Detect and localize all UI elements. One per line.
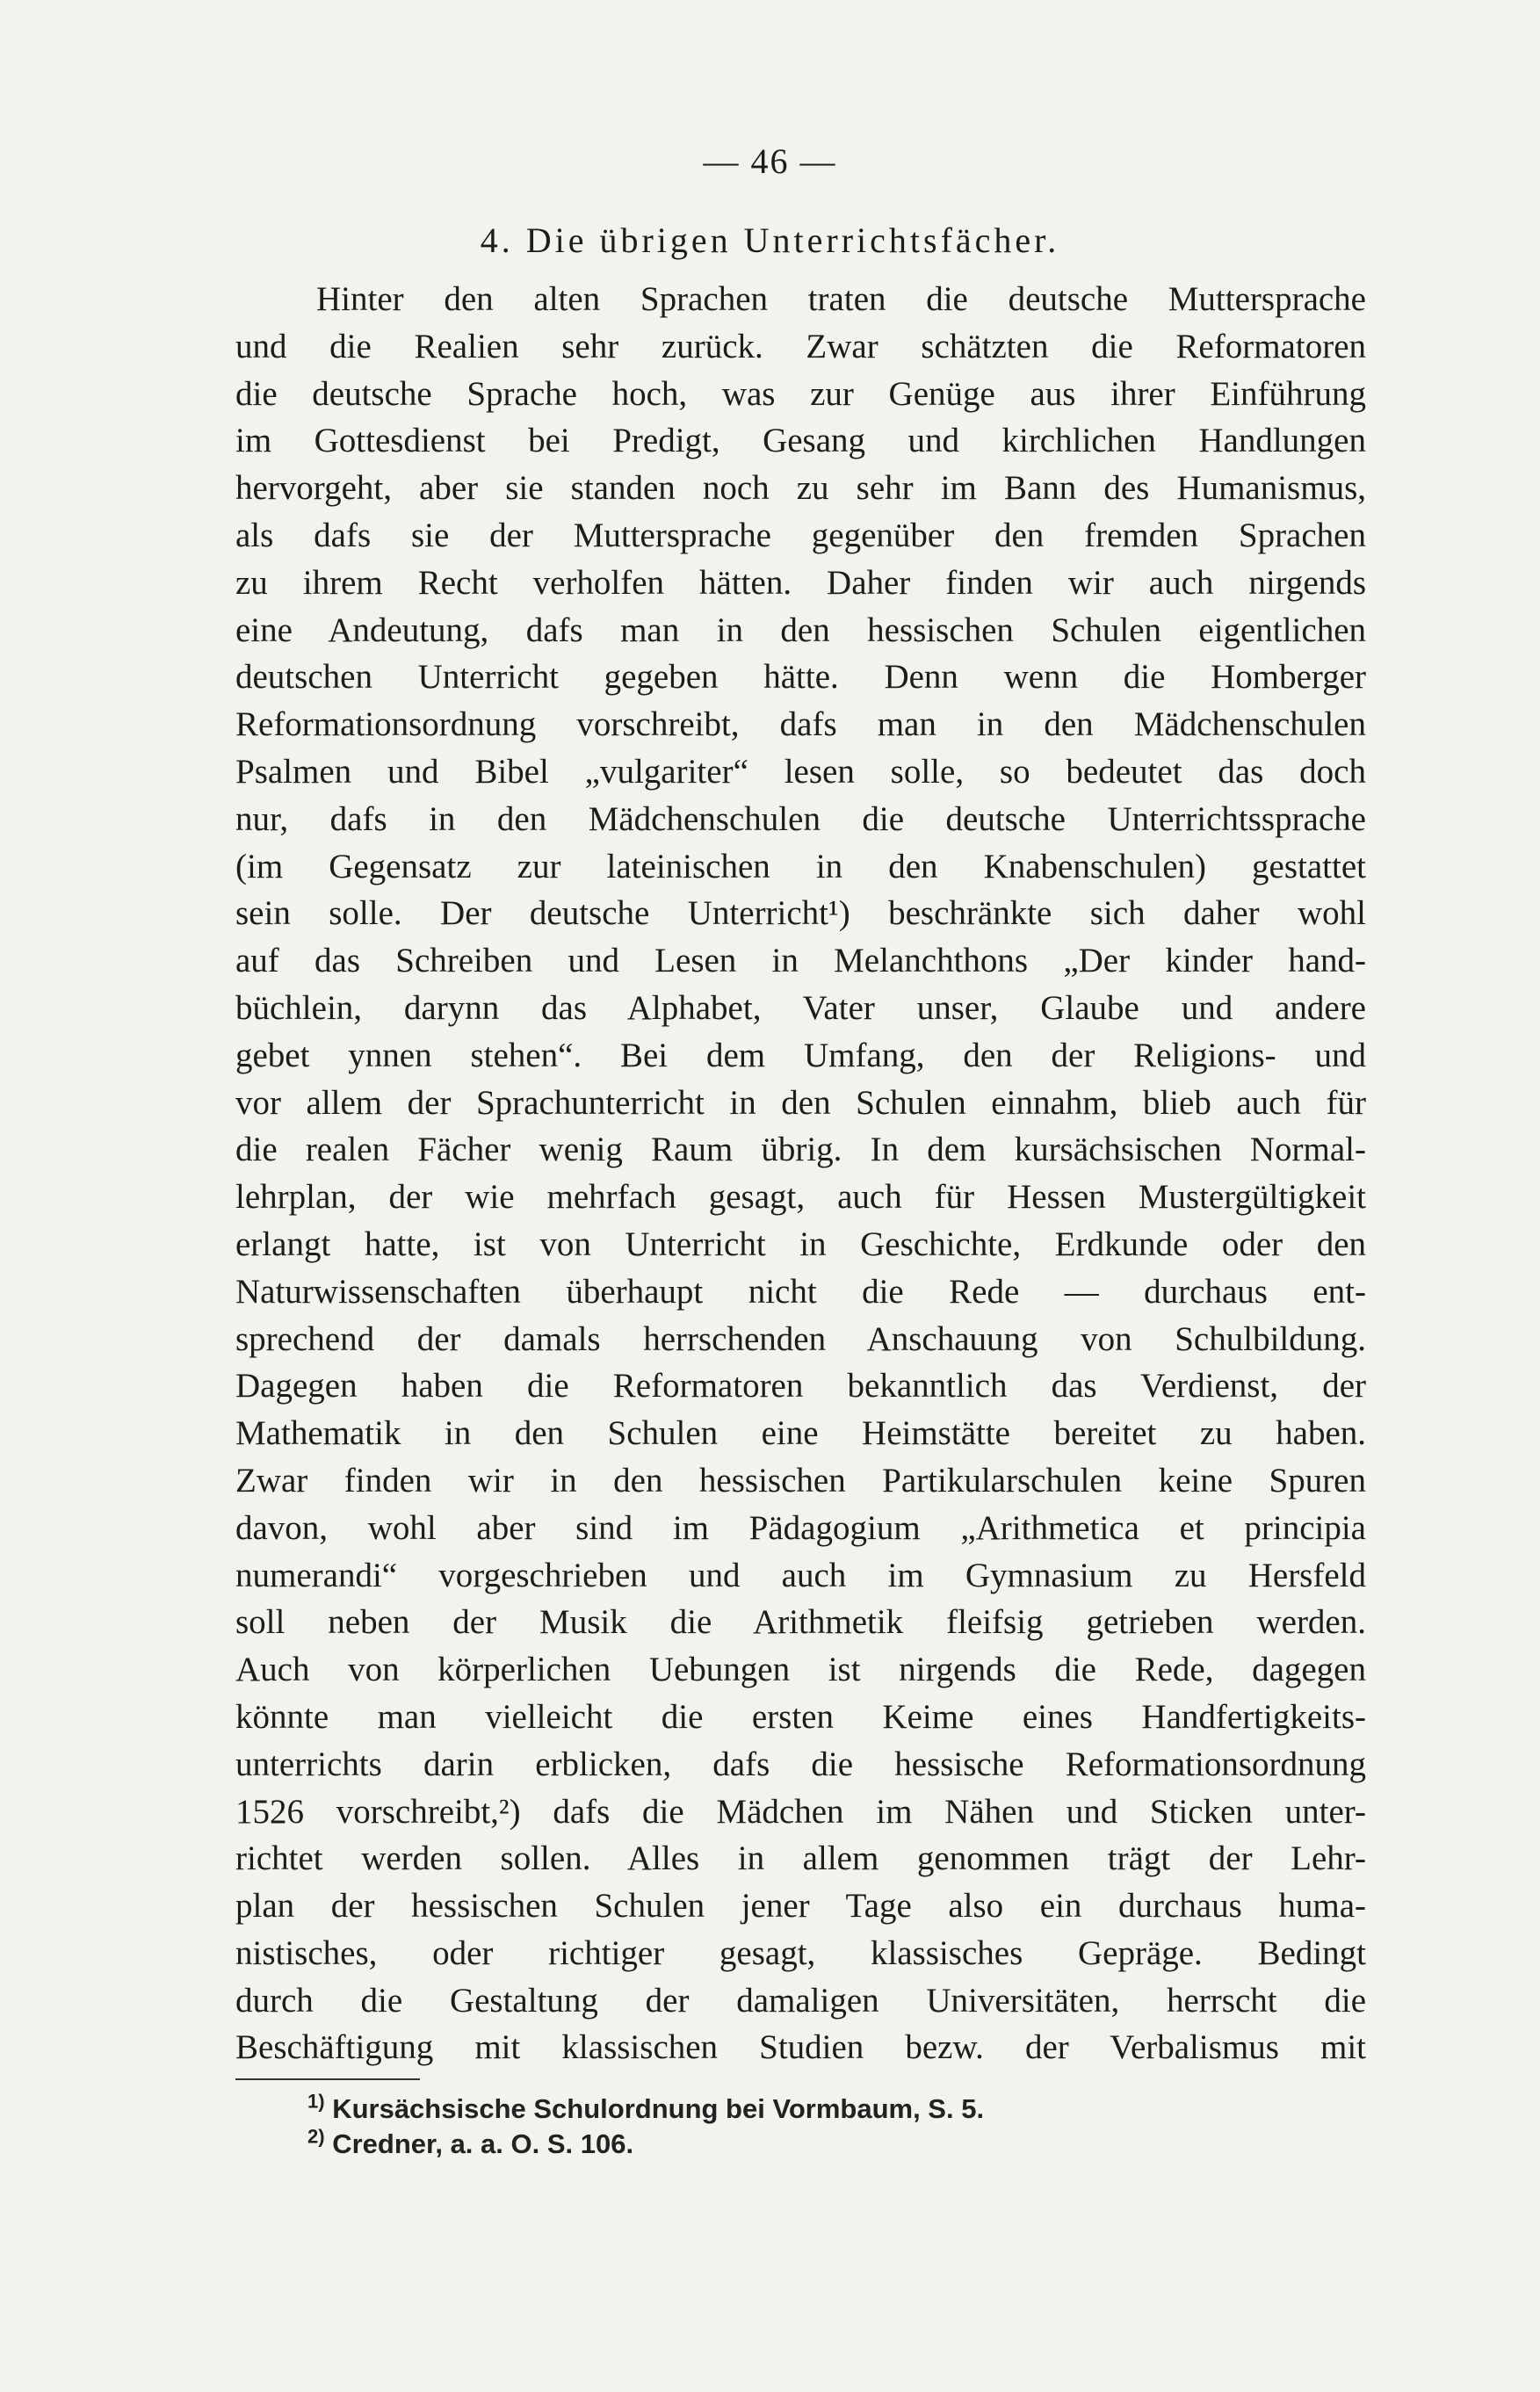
text-line: könnte man vielleicht die ersten Keime eines Handfertigkeits- bbox=[235, 1697, 1366, 1736]
text-line: und die Realien sehr zurück. Zwar schätzten die Reformatoren bbox=[235, 327, 1366, 365]
page-number: — 46 — bbox=[703, 141, 837, 181]
text-line: Reformationsordnung vorschreibt, dafs man in den Mädchenschulen bbox=[235, 705, 1366, 744]
footnote-1 bbox=[307, 2092, 1274, 2127]
text-line: gebet ynnen stehen“. Bei dem Umfang, den der Religions- und bbox=[235, 1036, 1366, 1074]
text-line: plan der hessischen Schulen jener Tage also ein durchaus huma- bbox=[235, 1887, 1366, 1926]
text-line: Dagegen haben die Reformatoren bekanntlich das Verdienst, der bbox=[235, 1367, 1366, 1406]
footnote-2 bbox=[307, 2127, 1274, 2162]
text-line: sein solle. Der deutsche Unterricht¹) beschränkte sich daher wohl bbox=[235, 894, 1366, 933]
text-line: Beschäftigung mit klassischen Studien bezw. der Verbalismus mit bbox=[235, 2028, 1366, 2067]
footnote-divider bbox=[235, 2078, 420, 2080]
text-line: unterrichts darin erblicken, dafs die hessische Reformationsordnung bbox=[235, 1745, 1366, 1783]
text-line: erlangt hatte, ist von Unterricht in Geschichte, Erdkunde oder den bbox=[235, 1225, 1366, 1263]
text-line: davon, wohl aber sind im Pädagogium „Arithmetica et principia bbox=[235, 1508, 1366, 1547]
text-line: soll neben der Musik die Arithmetik fleifsig getrieben werden. bbox=[235, 1603, 1366, 1642]
text-line: auf das Schreiben und Lesen in Melanchthons „Der kinder hand- bbox=[235, 942, 1366, 980]
text-line: sprechend der damals herrschenden Anschauung von Schulbildung. bbox=[235, 1319, 1366, 1358]
text-line: numerandi“ vorgeschrieben und auch im Gymnasium zu Hersfeld bbox=[235, 1556, 1366, 1594]
text-line: 1526 vorschreibt,²) dafs die Mädchen im Nähen und Sticken unter- bbox=[235, 1792, 1366, 1831]
text-line: vor allem der Sprachunterricht in den Schulen einnahm, blieb auch für bbox=[235, 1083, 1366, 1122]
text-line: als dafs sie der Muttersprache gegenüber den fremden Sprachen bbox=[235, 516, 1366, 554]
footnote-text: Credner, a. a. O. S. 106. bbox=[332, 2128, 634, 2159]
body-text bbox=[235, 276, 1366, 2071]
text-line: Auch von körperlichen Uebungen ist nirgends die Rede, dagegen bbox=[235, 1651, 1366, 1689]
text-line: durch die Gestaltung der damaligen Universitäten, herrscht die bbox=[235, 1981, 1366, 2020]
text-line: Naturwissenschaften überhaupt nicht die Rede — durchaus ent- bbox=[235, 1272, 1366, 1311]
text-line: zu ihrem Recht verholfen hätten. Daher finden wir auch nirgends bbox=[235, 563, 1366, 602]
text-line: deutschen Unterricht gegeben hätte. Denn wenn die Homberger bbox=[235, 658, 1366, 697]
text-line: Hinter den alten Sprachen traten die deutsche Muttersprache bbox=[316, 280, 1366, 318]
footnote-mark: 1) bbox=[307, 2090, 325, 2113]
footnotes bbox=[307, 2092, 1274, 2162]
text-line: lehrplan, der wie mehrfach gesagt, auch für Hessen Mustergültigkeit bbox=[235, 1178, 1366, 1217]
text-line: Mathematik in den Schulen eine Heimstätte bereitet zu haben. bbox=[235, 1414, 1366, 1453]
text-line: Zwar finden wir in den hessischen Partikularschulen keine Spuren bbox=[235, 1461, 1366, 1500]
section-title: 4. Die übrigen Unterrichtsfächer. bbox=[480, 220, 1060, 260]
text-line: nur, dafs in den Mädchenschulen die deutsche Unterrichtssprache bbox=[235, 799, 1366, 838]
text-line: nistisches, oder richtiger gesagt, klassisches Gepräge. Bedingt bbox=[235, 1933, 1366, 1972]
text-line: im Gottesdienst bei Predigt, Gesang und kirchlichen Handlungen bbox=[235, 422, 1366, 460]
text-line: hervorgeht, aber sie standen noch zu sehr im Bann des Humanismus, bbox=[235, 469, 1366, 508]
text-line: die deutsche Sprache hoch, was zur Genüge aus ihrer Einführung bbox=[235, 374, 1366, 413]
text-line: Psalmen und Bibel „vulgariter“ lesen solle, so bedeutet das doch bbox=[235, 752, 1366, 791]
text-line: büchlein, darynn das Alphabet, Vater unser, Glaube und andere bbox=[235, 988, 1366, 1027]
footnote-mark: 2) bbox=[307, 2125, 325, 2148]
text-line: (im Gegensatz zur lateinischen in den Knabenschulen) gestattet bbox=[235, 847, 1366, 885]
text-line: die realen Fächer wenig Raum übrig. In dem kursächsischen Normal- bbox=[235, 1131, 1366, 1169]
text-line: richtet werden sollen. Alles in allem genommen trägt der Lehr- bbox=[235, 1839, 1366, 1878]
text-line: eine Andeutung, dafs man in den hessischen Schulen eigentlichen bbox=[235, 611, 1366, 649]
footnote-text: Kursächsische Schulordnung bei Vormbaum, S. 5. bbox=[332, 2093, 985, 2124]
